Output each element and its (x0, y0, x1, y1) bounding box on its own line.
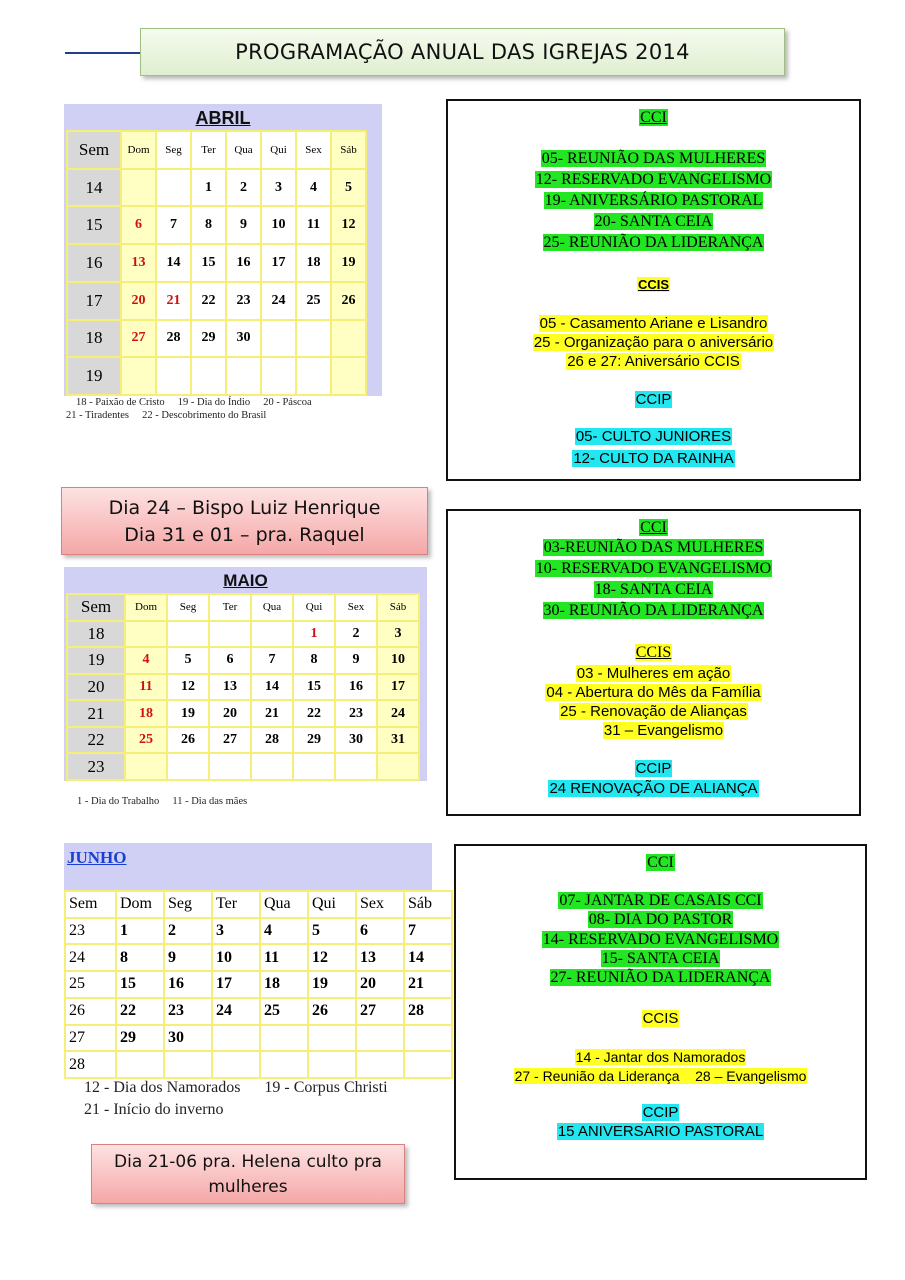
calendar-may-day: 18 (125, 700, 167, 727)
calendar-may-day: 13 (209, 674, 251, 701)
calendar-june-week-number: 26 (65, 998, 116, 1025)
note-may-line2: Dia 31 e 01 – pra. Raquel (124, 524, 365, 546)
calendar-april-day: 23 (226, 282, 261, 320)
calendar-april-day: 21 (156, 282, 191, 320)
calendar-april-header: Sáb (331, 131, 366, 169)
calendar-june-day: 16 (164, 971, 212, 998)
note-june-helena (91, 1144, 405, 1204)
calendar-june-day (356, 1025, 404, 1052)
calendar-june-day (404, 1051, 452, 1078)
calendar-may-day (335, 753, 377, 780)
calendar-may-day: 23 (335, 700, 377, 727)
calendar-june-header: Dom (116, 891, 164, 918)
calendar-june (64, 843, 432, 1079)
calendar-may-header: Seg (167, 594, 209, 621)
calendar-may (64, 567, 427, 781)
calendar-may-week-number: 19 (67, 647, 125, 674)
calendar-april-header: Qui (261, 131, 296, 169)
calendar-april-day (121, 357, 156, 395)
calendar-april-day: 18 (296, 244, 331, 282)
calendar-april-day: 27 (121, 320, 156, 358)
april-cci-item: 25- REUNIÃO DA LIDERANÇA (543, 234, 764, 251)
may-cci-item: 30- REUNIÃO DA LIDERANÇA (543, 602, 764, 619)
note-may-bishop (61, 487, 428, 555)
program-april (446, 99, 861, 481)
calendar-april-day: 14 (156, 244, 191, 282)
calendar-june-header: Seg (164, 891, 212, 918)
calendar-june-day: 7 (404, 918, 452, 945)
calendar-june-day: 28 (404, 998, 452, 1025)
calendar-may-day (167, 621, 209, 648)
calendar-june-day (212, 1025, 260, 1052)
calendar-may-day: 20 (209, 700, 251, 727)
calendar-may-grid (66, 593, 420, 781)
calendar-may-header: Sáb (377, 594, 419, 621)
calendar-june-header: Ter (212, 891, 260, 918)
calendar-june-day (308, 1025, 356, 1052)
calendar-june-day: 30 (164, 1025, 212, 1052)
calendar-april-day: 4 (296, 169, 331, 207)
calendar-may-header: Qui (293, 594, 335, 621)
calendar-june-day: 10 (212, 944, 260, 971)
calendar-april-day (156, 357, 191, 395)
june-holidays-line1: 12 - Dia dos Namorados 19 - Corpus Christi (84, 1079, 388, 1096)
calendar-april-day (331, 357, 366, 395)
calendar-june-day (212, 1051, 260, 1078)
program-may (446, 509, 861, 816)
calendar-april-day (261, 357, 296, 395)
calendar-june-day: 14 (404, 944, 452, 971)
june-ccis-title: CCIS (642, 1010, 679, 1027)
calendar-may-day (377, 753, 419, 780)
calendar-april-day: 20 (121, 282, 156, 320)
june-holidays-line2: 21 - Início do inverno (84, 1101, 224, 1118)
calendar-june-title: JUNHO (67, 848, 127, 867)
calendar-april-day: 28 (156, 320, 191, 358)
calendar-may-day: 2 (335, 621, 377, 648)
april-ccip-item: 12- CULTO DA RAINHA (573, 450, 734, 467)
calendar-may-day: 29 (293, 727, 335, 754)
calendar-april-header: Sem (67, 131, 121, 169)
calendar-may-day: 24 (377, 700, 419, 727)
may-cci-title: CCI (640, 519, 667, 536)
calendar-april-week-number: 15 (67, 206, 121, 244)
calendar-april-day: 1 (191, 169, 226, 207)
calendar-april-day: 8 (191, 206, 226, 244)
calendar-june-day: 12 (308, 944, 356, 971)
calendar-may-day: 27 (209, 727, 251, 754)
calendar-june-day: 15 (116, 971, 164, 998)
april-ccis-item: 25 - Organização para o aniversário (533, 334, 774, 351)
calendar-june-day (260, 1051, 308, 1078)
calendar-april-day: 13 (121, 244, 156, 282)
may-ccip-item: 24 RENOVAÇÃO DE ALIANÇA (549, 780, 758, 797)
april-cci-item: 20- SANTA CEIA (594, 213, 713, 230)
calendar-june-day: 29 (116, 1025, 164, 1052)
calendar-april-day: 2 (226, 169, 261, 207)
note-june-line2: mulheres (208, 1177, 288, 1197)
may-ccip-title: CCIP (635, 760, 672, 777)
calendar-june-day (164, 1051, 212, 1078)
april-cci-item: 19- ANIVERSÁRIO PASTORAL (544, 192, 763, 209)
calendar-may-header: Qua (251, 594, 293, 621)
calendar-may-day: 25 (125, 727, 167, 754)
calendar-june-day (404, 1025, 452, 1052)
calendar-april-day: 9 (226, 206, 261, 244)
calendar-april-day: 30 (226, 320, 261, 358)
calendar-may-day: 12 (167, 674, 209, 701)
april-ccip-title: CCIP (635, 391, 672, 408)
calendar-april-day: 10 (261, 206, 296, 244)
may-holidays: 1 - Dia do Trabalho 11 - Dia das mães (77, 796, 248, 807)
calendar-april-grid (66, 130, 367, 396)
calendar-april-day: 19 (331, 244, 366, 282)
calendar-june-day: 22 (116, 998, 164, 1025)
calendar-may-day: 7 (251, 647, 293, 674)
june-cci-item: 15- SANTA CEIA (601, 950, 720, 967)
calendar-april-day: 7 (156, 206, 191, 244)
calendar-april-day: 15 (191, 244, 226, 282)
june-ccip-title: CCIP (642, 1104, 679, 1121)
calendar-may-day: 19 (167, 700, 209, 727)
title-rule (65, 52, 145, 54)
calendar-june-day: 6 (356, 918, 404, 945)
june-ccip-item: 15 ANIVERSARIO PASTORAL (557, 1123, 764, 1140)
may-ccis-item: 31 – Evangelismo (603, 722, 724, 739)
calendar-april-day (156, 169, 191, 207)
calendar-may-header: Sex (335, 594, 377, 621)
note-may-line1: Dia 24 – Bispo Luiz Henrique (108, 497, 381, 519)
may-cci-item: 18- SANTA CEIA (594, 581, 713, 598)
calendar-april-header: Dom (121, 131, 156, 169)
calendar-april-week-number: 16 (67, 244, 121, 282)
program-june (454, 844, 867, 1180)
calendar-may-day: 15 (293, 674, 335, 701)
calendar-may-day: 22 (293, 700, 335, 727)
calendar-april-header: Sex (296, 131, 331, 169)
calendar-may-day: 6 (209, 647, 251, 674)
may-ccis-title: CCIS (635, 644, 672, 661)
calendar-june-week-number: 28 (65, 1051, 116, 1078)
calendar-june-day: 26 (308, 998, 356, 1025)
calendar-april-week-number: 17 (67, 282, 121, 320)
calendar-june-week-number: 24 (65, 944, 116, 971)
calendar-june-day: 13 (356, 944, 404, 971)
calendar-april-day (296, 320, 331, 358)
calendar-june-week-number: 27 (65, 1025, 116, 1052)
calendar-april-day (191, 357, 226, 395)
calendar-june-day: 8 (116, 944, 164, 971)
calendar-june-day: 21 (404, 971, 452, 998)
calendar-may-day: 21 (251, 700, 293, 727)
calendar-april-week-number: 14 (67, 169, 121, 207)
june-cci-item: 27- REUNIÃO DA LIDERANÇA (550, 969, 771, 986)
may-cci-item: 03-REUNIÃO DAS MULHERES (543, 539, 764, 556)
calendar-june-day: 5 (308, 918, 356, 945)
calendar-may-header: Dom (125, 594, 167, 621)
calendar-may-day: 17 (377, 674, 419, 701)
calendar-april-week-number: 18 (67, 320, 121, 358)
calendar-june-header: Sem (65, 891, 116, 918)
calendar-may-day (293, 753, 335, 780)
calendar-may-day (125, 753, 167, 780)
april-ccis-item: 26 e 27: Aniversário CCIS (567, 353, 740, 370)
calendar-april-header: Ter (191, 131, 226, 169)
calendar-june-header: Sáb (404, 891, 452, 918)
calendar-april-day: 6 (121, 206, 156, 244)
calendar-may-day: 9 (335, 647, 377, 674)
calendar-april-day: 5 (331, 169, 366, 207)
calendar-june-day: 17 (212, 971, 260, 998)
calendar-may-day (209, 753, 251, 780)
calendar-april-title: ABRIL (195, 108, 251, 128)
calendar-april-day (121, 169, 156, 207)
calendar-may-day (125, 621, 167, 648)
calendar-april-day: 22 (191, 282, 226, 320)
calendar-june-day: 27 (356, 998, 404, 1025)
calendar-may-day: 26 (167, 727, 209, 754)
calendar-june-day (308, 1051, 356, 1078)
calendar-may-week-number: 22 (67, 727, 125, 754)
calendar-june-week-number: 23 (65, 918, 116, 945)
calendar-april-week-number: 19 (67, 357, 121, 395)
calendar-may-day (167, 753, 209, 780)
calendar-may-day: 5 (167, 647, 209, 674)
calendar-may-day (209, 621, 251, 648)
calendar-may-day: 8 (293, 647, 335, 674)
calendar-may-day: 10 (377, 647, 419, 674)
april-cci-item: 05- REUNIÃO DAS MULHERES (541, 150, 766, 167)
calendar-june-day (116, 1051, 164, 1078)
april-ccis-item: 05 - Casamento Ariane e Lisandro (539, 315, 768, 332)
june-ccis-item: 27 - Reunião da Liderança 28 – Evangelismo (514, 1068, 807, 1084)
calendar-june-header: Sex (356, 891, 404, 918)
may-ccis-item: 03 - Mulheres em ação (576, 665, 731, 682)
calendar-june-day: 4 (260, 918, 308, 945)
calendar-april-day (331, 320, 366, 358)
june-cci-item: 14- RESERVADO EVANGELISMO (542, 931, 779, 948)
calendar-may-day: 30 (335, 727, 377, 754)
calendar-june-day: 18 (260, 971, 308, 998)
calendar-may-week-number: 23 (67, 753, 125, 780)
calendar-june-day: 11 (260, 944, 308, 971)
calendar-june-day: 2 (164, 918, 212, 945)
calendar-june-day: 24 (212, 998, 260, 1025)
april-holidays-line1: 18 - Paixão de Cristo 19 - Dia do Índio 20 - Páscoa (76, 397, 312, 408)
april-cci-item: 12- RESERVADO EVANGELISMO (535, 171, 772, 188)
calendar-april-day (226, 357, 261, 395)
calendar-april-day: 11 (296, 206, 331, 244)
calendar-june-day: 1 (116, 918, 164, 945)
calendar-may-week-number: 21 (67, 700, 125, 727)
calendar-june-day: 3 (212, 918, 260, 945)
calendar-may-week-number: 20 (67, 674, 125, 701)
calendar-may-day: 1 (293, 621, 335, 648)
calendar-april-day: 29 (191, 320, 226, 358)
calendar-june-header: Qua (260, 891, 308, 918)
calendar-may-title: MAIO (223, 571, 268, 590)
calendar-june-day (356, 1051, 404, 1078)
calendar-june-day: 25 (260, 998, 308, 1025)
note-june-line1: Dia 21-06 pra. Helena culto pra (114, 1152, 382, 1172)
calendar-april-day: 12 (331, 206, 366, 244)
may-cci-item: 10- RESERVADO EVANGELISMO (535, 560, 772, 577)
calendar-april-day (296, 357, 331, 395)
calendar-june-week-number: 25 (65, 971, 116, 998)
calendar-april-day: 3 (261, 169, 296, 207)
calendar-may-day: 4 (125, 647, 167, 674)
calendar-may-day: 16 (335, 674, 377, 701)
calendar-april-day: 16 (226, 244, 261, 282)
april-ccis-title: CCIS (637, 277, 670, 292)
calendar-april-day: 25 (296, 282, 331, 320)
calendar-may-day (251, 753, 293, 780)
calendar-april-day: 17 (261, 244, 296, 282)
june-ccis-item: 14 - Jantar dos Namorados (575, 1049, 746, 1065)
calendar-may-day: 14 (251, 674, 293, 701)
page-title: PROGRAMAÇÃO ANUAL DAS IGREJAS 2014 (140, 28, 785, 76)
calendar-may-week-number: 18 (67, 621, 125, 648)
calendar-april (64, 104, 382, 396)
calendar-june-day: 23 (164, 998, 212, 1025)
calendar-april-day: 26 (331, 282, 366, 320)
calendar-june-header: Qui (308, 891, 356, 918)
calendar-may-day: 31 (377, 727, 419, 754)
april-cci-title: CCI (640, 109, 667, 126)
calendar-april-header: Qua (226, 131, 261, 169)
may-ccis-item: 04 - Abertura do Mês da Família (546, 684, 761, 701)
calendar-may-day: 3 (377, 621, 419, 648)
calendar-may-day (251, 621, 293, 648)
calendar-june-grid (64, 890, 453, 1079)
calendar-april-day (261, 320, 296, 358)
april-ccip-item: 05- CULTO JUNIORES (575, 428, 732, 445)
calendar-may-day: 11 (125, 674, 167, 701)
may-ccis-item: 25 - Renovação de Alianças (560, 703, 747, 720)
calendar-june-day: 19 (308, 971, 356, 998)
june-cci-item: 07- JANTAR DE CASAIS CCI (559, 892, 762, 909)
june-cci-title: CCI (647, 854, 674, 871)
calendar-april-header: Seg (156, 131, 191, 169)
calendar-june-day: 9 (164, 944, 212, 971)
calendar-may-header: Ter (209, 594, 251, 621)
calendar-june-day (260, 1025, 308, 1052)
june-cci-item: 08- DIA DO PASTOR (588, 911, 733, 928)
april-holidays-line2: 21 - Tiradentes 22 - Descobrimento do Brasil (66, 410, 267, 421)
calendar-june-day: 20 (356, 971, 404, 998)
calendar-may-day: 28 (251, 727, 293, 754)
calendar-april-day: 24 (261, 282, 296, 320)
calendar-may-header: Sem (67, 594, 125, 621)
